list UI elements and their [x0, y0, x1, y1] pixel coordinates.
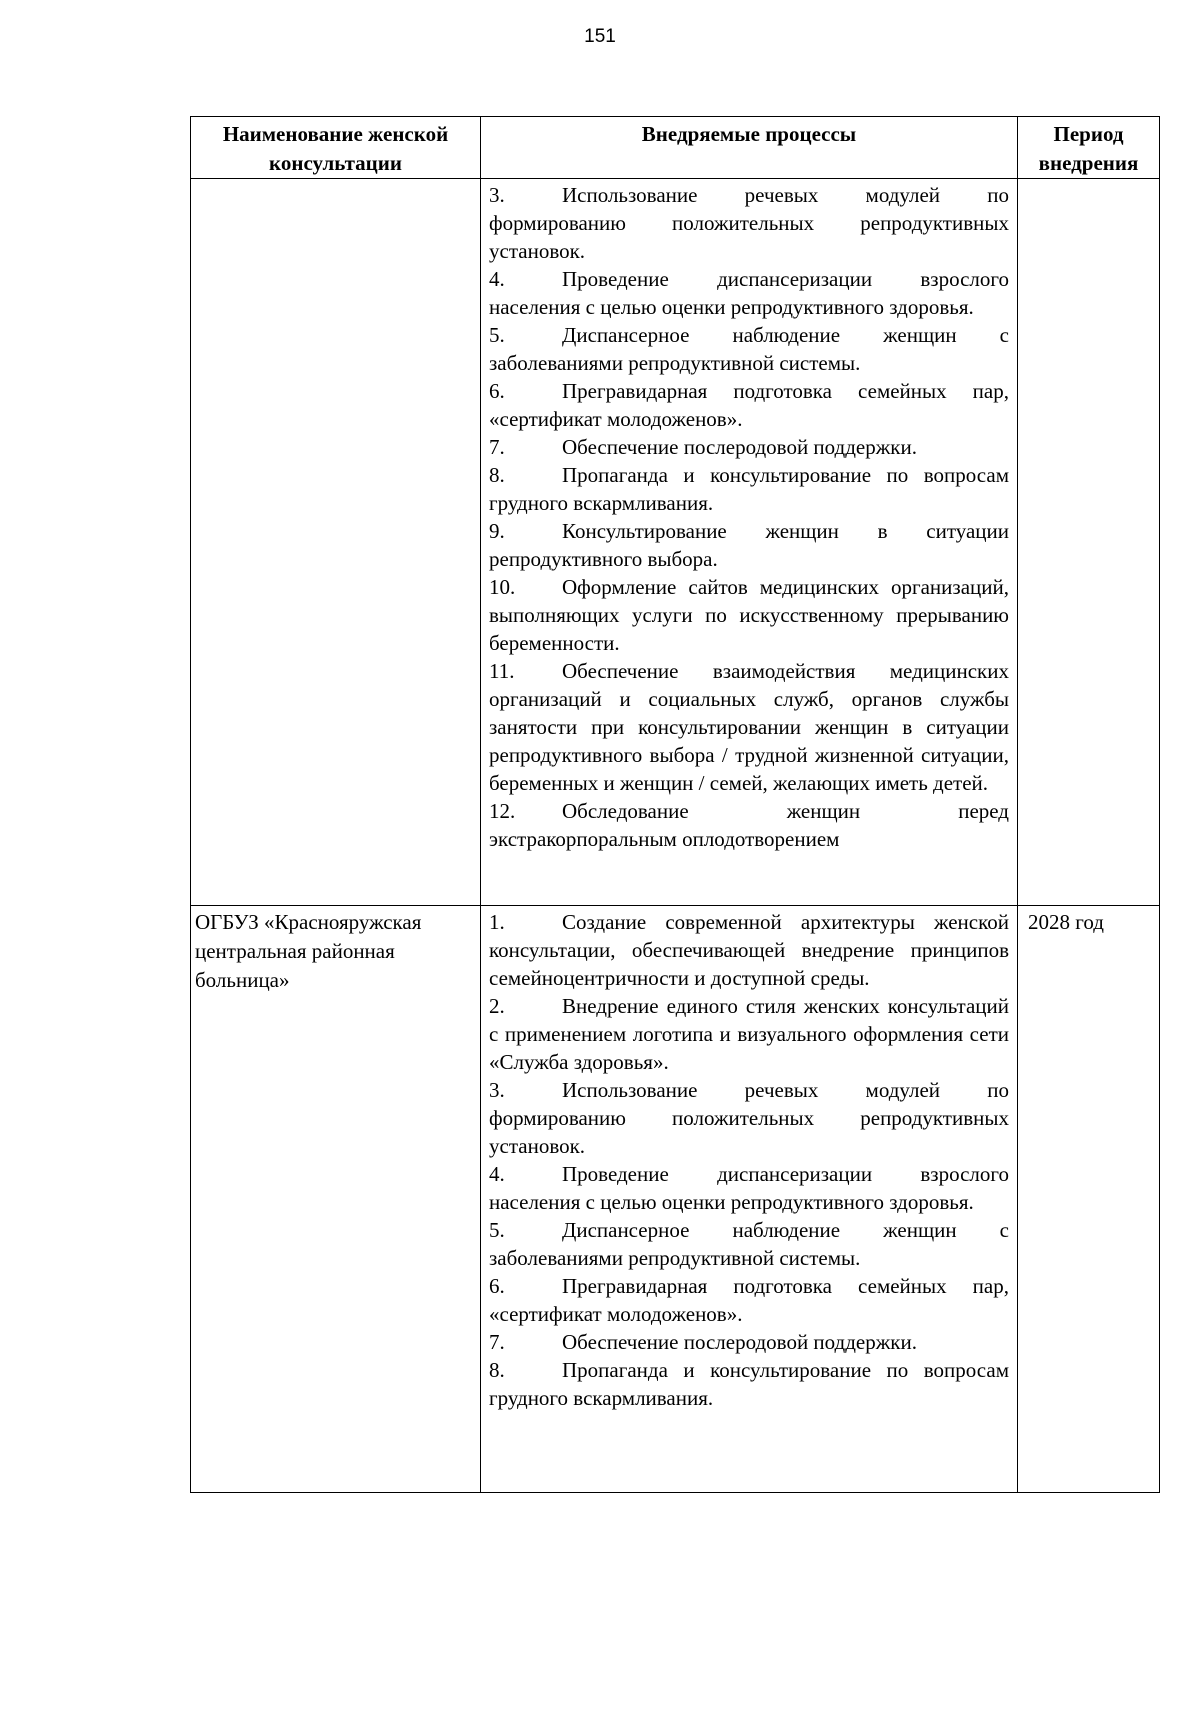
- process-item: 4. Проведение диспансеризации взрослого населения с целью оценки репродуктивного здоровья.: [489, 267, 1009, 319]
- process-item: 3. Использование речевых модулей по формированию положительных репродуктивных установок.: [489, 183, 1009, 263]
- processes-cell: [481, 906, 1018, 1493]
- process-item: 3. Использование речевых модулей по формированию положительных репродуктивных установок.: [489, 1078, 1009, 1158]
- process-item: 8. Пропаганда и консультирование по вопросам грудного вскармливания.: [489, 1358, 1009, 1410]
- process-item: 5. Диспансерное наблюдение женщин с заболеваниями репродуктивной системы.: [489, 1218, 1009, 1270]
- page-number: 151: [584, 26, 616, 47]
- header-period: Период внедрения: [1018, 117, 1160, 179]
- period-cell: [1018, 179, 1160, 906]
- process-item: 8. Пропаганда и консультирование по вопросам грудного вскармливания.: [489, 463, 1009, 515]
- processes-cell: [481, 179, 1018, 906]
- period-cell: 2028 год: [1018, 906, 1160, 1493]
- process-item: 12. Обследование женщин перед экстракорпоральным оплодотворением: [489, 799, 1009, 851]
- process-item: 4. Проведение диспансеризации взрослого населения с целью оценки репродуктивного здоровья.: [489, 1162, 1009, 1214]
- header-processes: Внедряемые процессы: [481, 117, 1018, 179]
- process-item: 7. Обеспечение послеродовой поддержки.: [489, 435, 917, 459]
- process-item: 11. Обеспечение взаимодействия медицинских организаций и социальных служб, органов службы занятости при консультировании женщин в ситуации репродуктивного выбора / трудной жизненной ситуации, беременных и женщин / семей, желающих иметь детей.: [489, 659, 1009, 795]
- process-item: 1. Создание современной архитектуры женской консультации, обеспечивающей внедрение принципов семейноцентричности и доступной среды.: [489, 910, 1009, 990]
- table-row: [191, 906, 1160, 1493]
- header-org: Наименование женской консультации: [191, 117, 481, 179]
- process-item: 5. Диспансерное наблюдение женщин с заболеваниями репродуктивной системы.: [489, 323, 1009, 375]
- process-item: 6. Прегравидарная подготовка семейных пар, «сертификат молодоженов».: [489, 379, 1009, 431]
- processes-table: [190, 116, 1160, 1493]
- org-cell: [191, 179, 481, 906]
- table-header-row: [191, 117, 1160, 179]
- process-item: 6. Прегравидарная подготовка семейных пар, «сертификат молодоженов».: [489, 1274, 1009, 1326]
- table-row: [191, 179, 1160, 906]
- process-item: 2. Внедрение единого стиля женских консультаций с применением логотипа и визуального оформления сети «Служба здоровья».: [489, 994, 1009, 1074]
- process-item: 10. Оформление сайтов медицинских организаций, выполняющих услуги по искусственному прерыванию беременности.: [489, 575, 1009, 655]
- process-item: 7. Обеспечение послеродовой поддержки.: [489, 1330, 917, 1354]
- org-cell: ОГБУЗ «Краснояружская центральная районная больница»: [191, 906, 481, 1493]
- process-item: 9. Консультирование женщин в ситуации репродуктивного выбора.: [489, 519, 1009, 571]
